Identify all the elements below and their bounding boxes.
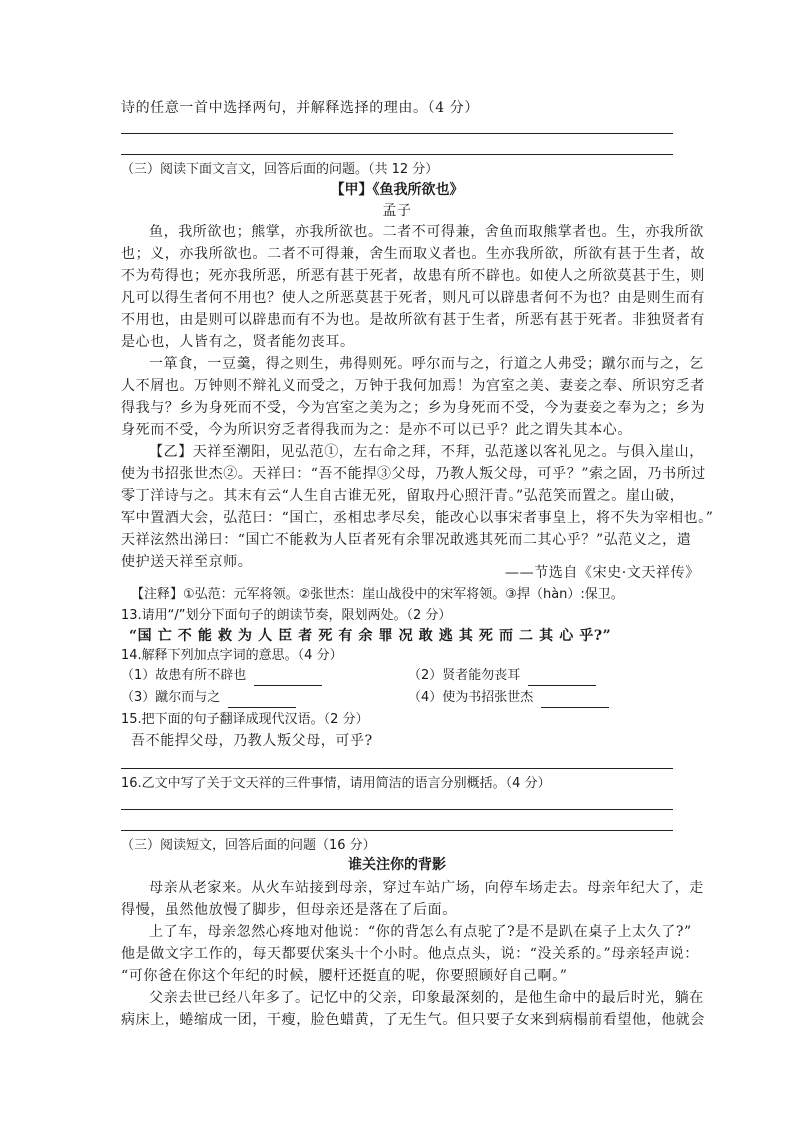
- essay-line: 病床上，蜷缩成一团，干瘦，脸色蜡黄，了无生气。但只要子女来到病榻前看望他，他就会: [121, 1012, 705, 1028]
- essay-line: 父亲去世已经八年多了。记忆中的父亲，印象最深刻的，是他生命中的最后时光，躺在: [149, 990, 704, 1006]
- intro-line: 诗的任意一首中选择两句，并解释选择的理由。（4 分）: [121, 100, 479, 116]
- jia-line: 不用也，由是则可以辟患而有不为也。是故所欲有甚于生者，所恶有甚于死者。非独贤者有: [121, 312, 705, 328]
- yi-line: 使护送天祥至京师。: [121, 554, 253, 570]
- divider-line: [121, 830, 673, 831]
- yi-line: 军中置酒大会，弘范曰：“国亡，丞相忠孝尽矣，能改心以事宋者事皇上，将不失为宰相也。”: [121, 510, 714, 526]
- question-14-item-3: [121, 688, 296, 708]
- jia-line: 也；义，亦我所欲也。二者不可得兼，舍生而取义者也。生亦我所欲，所欲有甚于生者，故: [121, 246, 705, 262]
- jia-line: 身死而不受，今为所识穷乏者得我而为之：是亦不可以已乎？此之谓失其本心。: [121, 422, 632, 438]
- q14-answer-2[interactable]: [528, 671, 596, 686]
- q14-item-4-label: （4）使为书招张世杰: [408, 690, 534, 705]
- yi-line: 【乙】天祥至潮阳，见弘范①，左右命之拜，不拜，弘范遂以客礼见之。与俱入崖山，: [149, 444, 704, 460]
- passage-author: 孟子: [382, 203, 412, 219]
- q14-answer-3[interactable]: [228, 693, 296, 708]
- question-14-item-1: [121, 666, 322, 686]
- essay-line: 上了车，母亲忽然心疼地对他说：“你的背怎么有点驼了?是不是趴在桌子上太久了?”: [149, 924, 692, 940]
- question-15-sentence: 吾不能捍父母，乃教人叛父母，可乎?: [131, 733, 373, 749]
- question-14: 14.解释下列加点字词的意思。（4 分）: [121, 648, 343, 663]
- jia-line: 得我与？乡为身死而不受，今为宫室之美为之；乡为身死而不受，今为妻妾之奉为之；乡为: [121, 400, 705, 416]
- jia-line: 是心也，人皆有之，贤者能勿丧耳。: [121, 334, 355, 350]
- question-14-item-2: [408, 666, 596, 686]
- question-13-sentence[interactable]: “国 亡 不 能 救 为 人 臣 者 死 有 余 罪 况 敢 逃 其 死 而 二 其 心 乎?”: [129, 628, 612, 644]
- passage-jia-title: 【甲】《鱼我所欲也》: [330, 182, 464, 198]
- annotation-notes: 【注释】①弘范：元军将领。②张世杰：崖山战役中的宋军将领。③捍（hàn）:保卫。: [131, 587, 624, 602]
- yi-line: 天祥泫然出涕曰：“国亡不能救为人臣者死有余罪况敢逃其死而二其心乎？”弘范义之，遣: [121, 532, 692, 548]
- jia-line: 鱼，我所欲也；熊掌，亦我所欲也。二者不可得兼，舍鱼而取熊掌者也。生，亦我所欲: [149, 224, 704, 240]
- jia-line: 凡可以得生者何不用也？使人之所恶莫甚于死者，则凡可以辟患者何不为也？由是则生而有: [121, 290, 705, 306]
- q14-answer-4[interactable]: [541, 693, 609, 708]
- q14-answer-1[interactable]: [254, 671, 322, 686]
- answer-line[interactable]: [121, 809, 673, 810]
- yi-line: 使为书招张世杰②。天祥曰：“吾不能捍③父母，乃教人叛父母，可乎？”索之固，乃书所过: [121, 466, 706, 482]
- yi-line: 零丁洋诗与之。其末有云“人生自古谁无死，留取丹心照汗青。”弘范笑而置之。崖山破，: [121, 488, 685, 504]
- question-13: 13.请用“/”划分下面句子的朗读节奏，限划两处。（2 分）: [121, 608, 452, 623]
- answer-line[interactable]: [121, 768, 673, 769]
- question-16: 16.乙文中写了关于文天祥的三件事情，请用简洁的语言分别概括。（4 分）: [121, 776, 551, 791]
- essay-line: 母亲从老家来。从火车站接到母亲，穿过车站广场，向停车场走去。母亲年纪大了，走: [149, 880, 704, 896]
- question-14-item-4: [408, 688, 609, 708]
- section-heading: （三）阅读下面文言文，回答后面的问题。（共 12 分）: [121, 162, 439, 177]
- jia-line: 人不屑也。万钟则不辩礼义而受之，万钟于我何加焉！为宫室之美、妻妾之奉、所识穷乏者: [121, 378, 705, 394]
- essay-line: “可你爸在你这个年纪的时候，腰杆还挺直的呢，你要照顾好自己啊。”: [121, 968, 568, 984]
- section-heading: （三）阅读短文，回答后面的问题（16 分）: [121, 838, 376, 853]
- divider-line: [121, 154, 673, 155]
- answer-line[interactable]: [121, 133, 673, 134]
- jia-line: 不为苟得也；死亦我所恶，所恶有甚于死者，故患有所不辟也。如使人之所欲莫甚于生，则: [121, 268, 705, 284]
- essay-line: 得慢，虽然他放慢了脚步，但母亲还是落在了后面。: [121, 902, 457, 918]
- passage-source: ——节选自《宋史·文天祥传》: [505, 565, 700, 581]
- q14-item-3-label: （3）蹴尔而与之: [121, 690, 221, 705]
- essay-line: 他是做文字工作的，每天都要伏案头十个小时。他点点头，说：“没关系的。”母亲轻声说：: [121, 946, 699, 962]
- question-15: 15.把下面的句子翻译成现代汉语。（2 分）: [121, 712, 369, 727]
- essay-title: 谁关注你的背影: [348, 857, 446, 873]
- q14-item-1-label: （1）故患有所不辟也: [121, 668, 247, 683]
- q14-item-2-label: （2）贤者能勿丧耳: [408, 668, 521, 683]
- jia-line: 一箪食，一豆羹，得之则生，弗得则死。呼尔而与之，行道之人弗受；蹴尔而与之，乞: [149, 356, 704, 372]
